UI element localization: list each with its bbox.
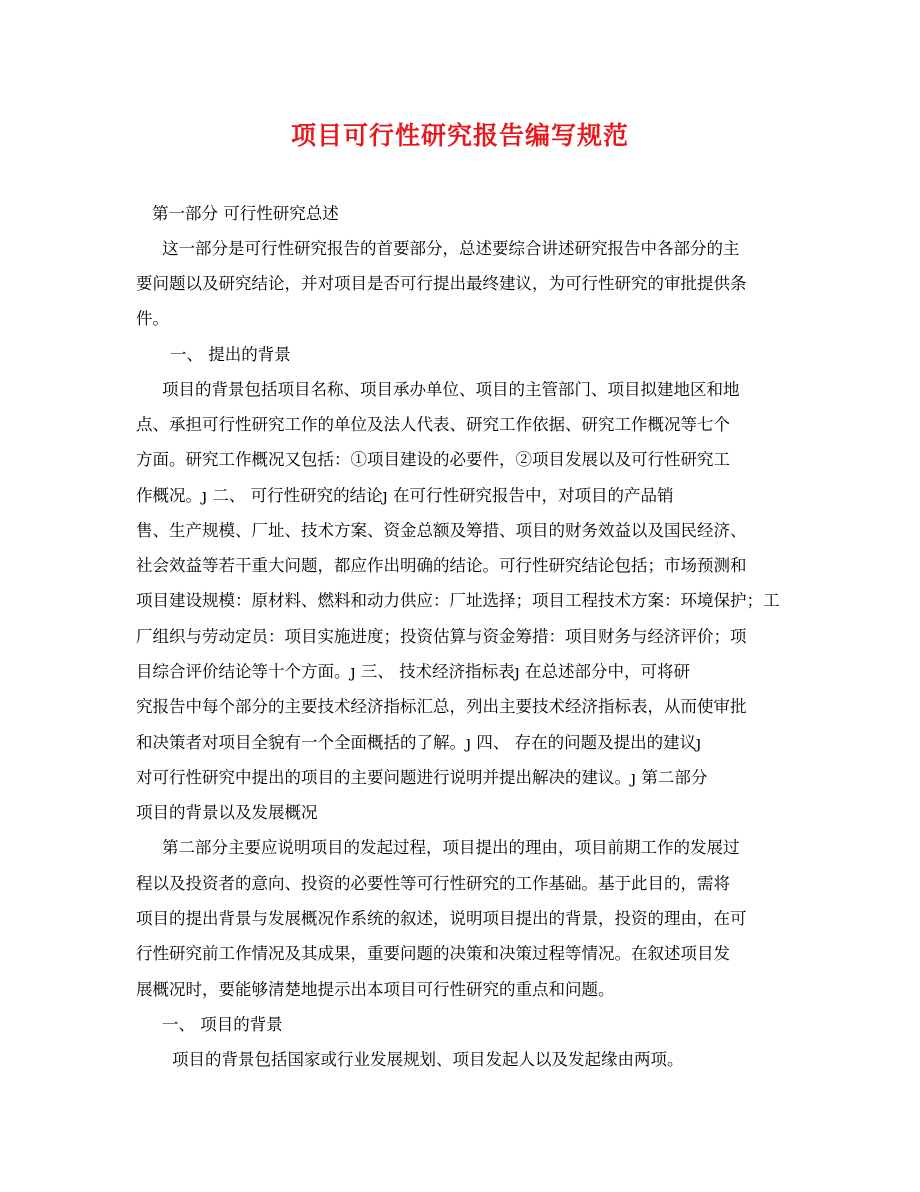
paragraph-line: 社会效益等若干重大问题，都应作出明确的结论。可行性研究结论包括；市场预测和 <box>136 556 747 575</box>
paragraph-line: 和决策者对项目全貌有一个全面概括的了解。ȷ 四、 存在的问题及提出的建议ȷ <box>136 733 702 752</box>
paragraph-line: 点、承担可行性研究工作的单位及法人代表、研究工作依据、研究工作概况等七个 <box>136 415 730 434</box>
paragraph-line: 项目的提出背景与发展概况作系统的叙述，说明项目提出的背景，投资的理由，在可 <box>136 909 747 928</box>
paragraph-line: 项目建设规模：原材料、燃料和动力供应：厂址选择；项目工程技术方案：环境保护；工 <box>136 591 780 610</box>
paragraph-line: 要问题以及研究结论，并对项目是否可行提出最终建议，为可行性研究的审批提供条 <box>136 274 747 293</box>
paragraph-line: 目综合评价结论等十个方面。ȷ 三、 技术经济指标表ȷ 在总述部分中，可将研 <box>136 662 690 681</box>
subsection-heading: 一、 提出的背景 <box>170 345 291 364</box>
paragraph-line: 方面。研究工作概况又包括：①项目建设的必要件，②项目发展以及可行性研究工 <box>136 450 730 469</box>
section-heading-part2: 项目的背景以及发展概况 <box>136 803 318 822</box>
paragraph-line: 对可行性研究中提出的项目的主要问题进行说明并提出解决的建议。ȷ 第二部分 <box>136 768 708 787</box>
section-heading-part1: 第一部分 可行性研究总述 <box>152 204 339 223</box>
subsection-heading: 一、 项目的背景 <box>162 1015 283 1034</box>
paragraph-line: 项目的背景包括项目名称、项目承办单位、项目的主管部门、项目拟建地区和地 <box>162 380 740 399</box>
paragraph-line: 行性研究前工作情况及其成果，重要问题的决策和决策过程等情况。在叙述项目发 <box>136 944 730 963</box>
paragraph-line: 程以及投资者的意向、投资的必要性等可行性研究的工作基础。基于此目的，需将 <box>136 874 730 893</box>
paragraph-line: 项目的背景包括国家或行业发展规划、项目发起人以及发起缘由两项。 <box>172 1050 684 1069</box>
paragraph-line: 这一部分是可行性研究报告的首要部分，总述要综合讲述研究报告中各部分的主 <box>162 239 740 258</box>
paragraph-line: 究报告中每个部分的主要技术经济指标汇总，列出主要技术经济指标表，从而使审批 <box>136 697 747 716</box>
paragraph-line: 第二部分主要应说明项目的发起过程，项目提出的理由，项目前期工作的发展过 <box>162 838 740 857</box>
paragraph-line: 件。 <box>136 309 169 328</box>
paragraph-line: 售、生产规模、厂址、技术方案、资金总额及筹措、项目的财务效益以及国民经济、 <box>136 521 747 540</box>
paragraph-line: 作概况。ȷ 二、 可行性研究的结论ȷ 在可行性研究报告中，对项目的产品销 <box>136 486 674 505</box>
paragraph-line: 厂组织与劳动定员：项目实施进度；投资估算与资金筹措：项目财务与经济评价；项 <box>136 627 747 646</box>
paragraph-line: 展概况时，要能够清楚地提示出本项目可行性研究的重点和问题。 <box>136 980 615 999</box>
document-title: 项目可行性研究报告编写规范 <box>290 121 629 150</box>
